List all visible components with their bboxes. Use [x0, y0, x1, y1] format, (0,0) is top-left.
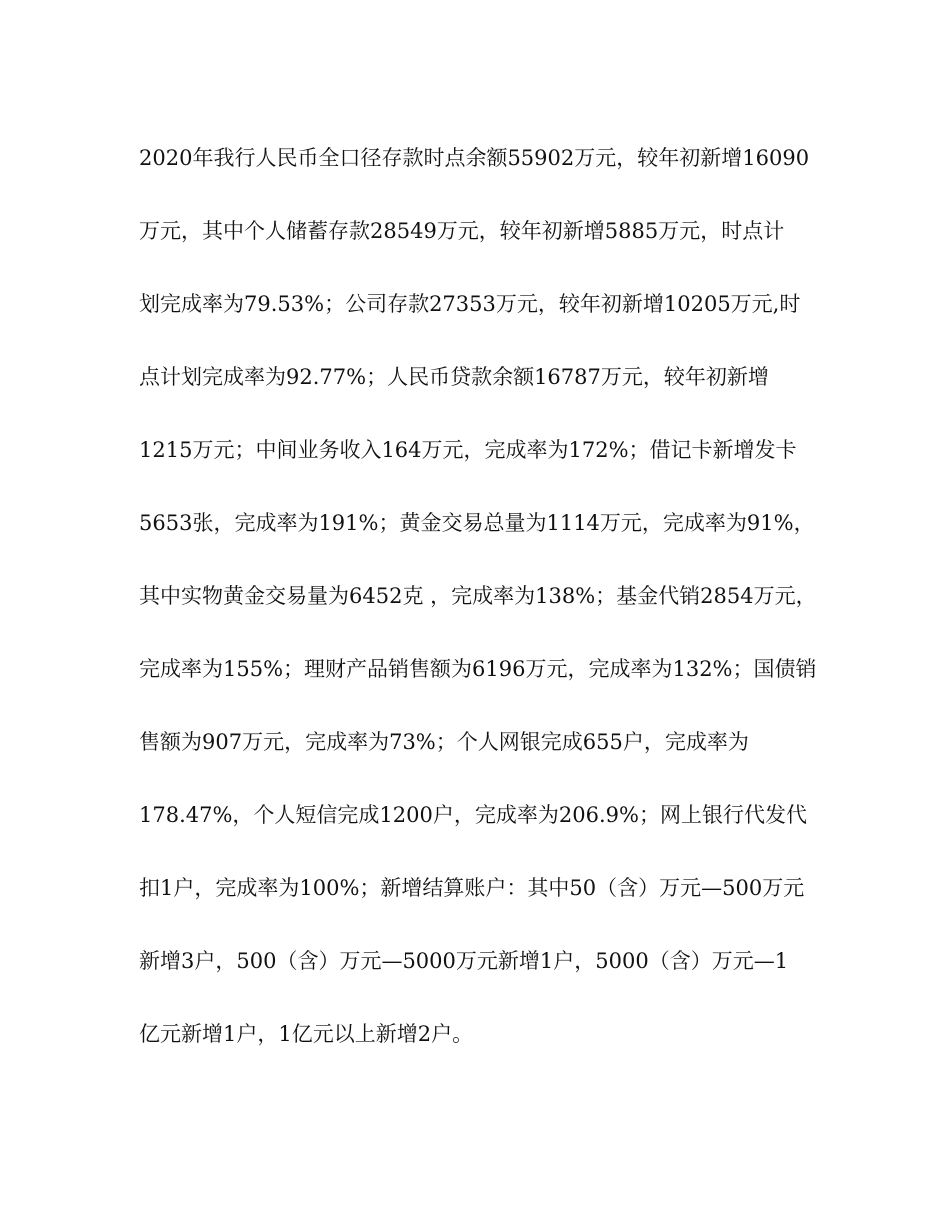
text-line-4: 点计划完成率为92.77%；人民币贷款余额16787万元，较年初新增 [139, 365, 769, 389]
text-line-2: 万元，其中个人储蓄存款28549万元，较年初新增5885万元，时点计 [139, 219, 785, 243]
text-line-11: 扣1户，完成率为100%；新增结算账户：其中50（含）万元—500万元 [139, 876, 805, 900]
text-line-9: 售额为907万元，完成率为73%；个人网银完成655户，完成率为 [139, 730, 749, 754]
text-line-3: 划完成率为79.53%；公司存款27353万元，较年初新增10205万元,时 [139, 292, 801, 316]
text-line-13: 亿元新增1户，1亿元以上新增2户。 [139, 1022, 474, 1046]
text-line-5: 1215万元；中间业务收入164万元，完成率为172%；借记卡新增发卡 [139, 438, 797, 462]
text-line-10: 178.47%，个人短信完成1200户，完成率为206.9%；网上银行代发代 [139, 803, 807, 827]
text-line-7: 其中实物黄金交易量为6452克 ，完成率为138%；基金代销2854万元， [139, 584, 817, 608]
text-line-12: 新增3户，500（含）万元—5000万元新增1户，5000（含）万元—1 [139, 949, 789, 973]
text-line-8: 完成率为155%；理财产品销售额为6196万元，完成率为132%；国债销 [139, 657, 817, 681]
text-line-1: 2020年我行人民币全口径存款时点余额55902万元，较年初新增16090 [139, 146, 810, 170]
text-line-6: 5653张，完成率为191%；黄金交易总量为1114万元，完成率为91%， [139, 511, 815, 535]
